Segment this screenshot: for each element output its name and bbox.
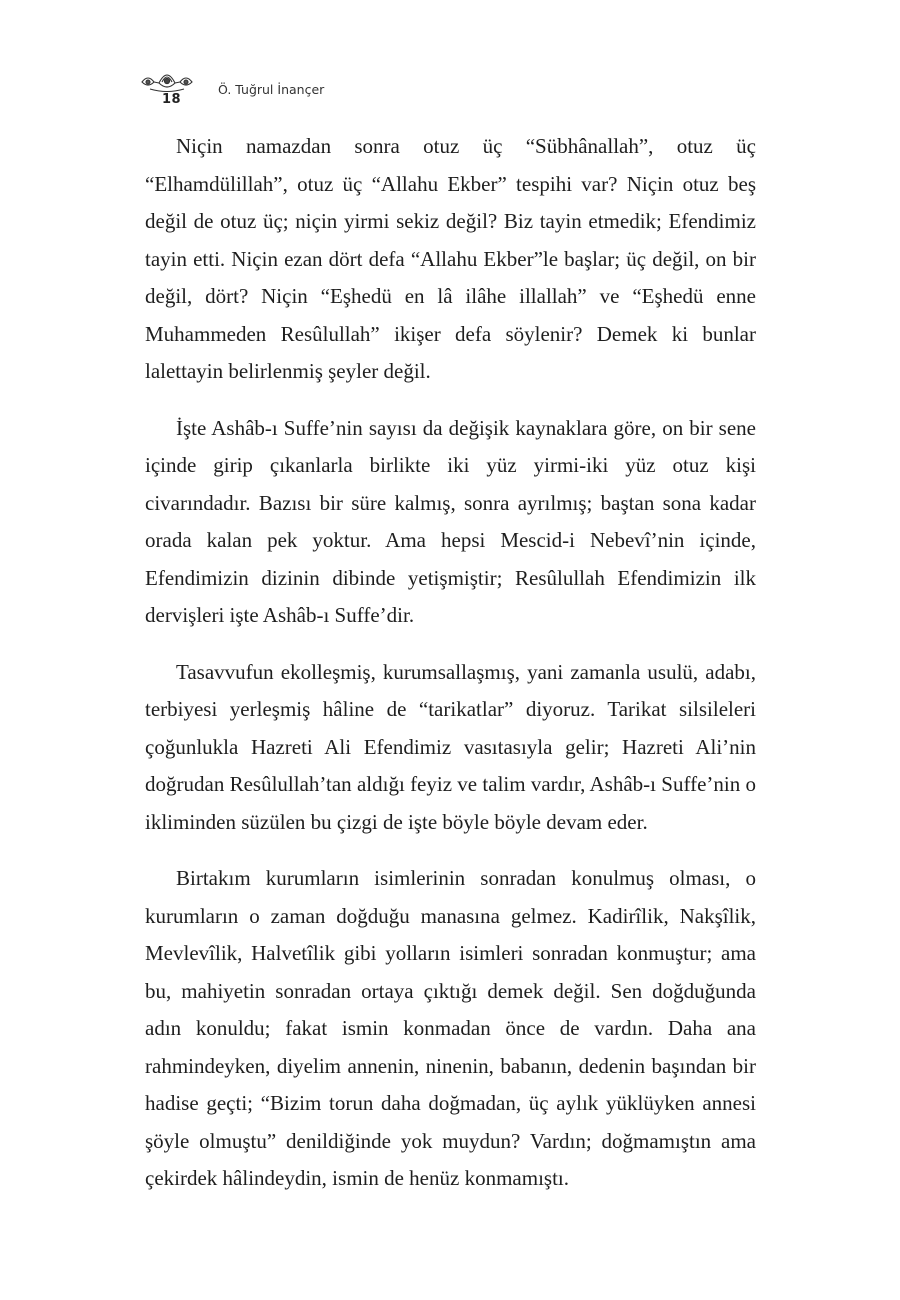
page-number: 18 bbox=[162, 92, 182, 107]
page-header bbox=[140, 68, 540, 112]
paragraph: Niçin namazdan sonra otuz üç “Sübhânallah”, otuz üç “Elhamdülillah”, otuz üç “Allahu Ekber” tespihi var? Niçin otuz beş değil de otuz üç; niçin yirmi sekiz değil? Biz tayin etmedik; Efendimiz tayin etti. Niçin ezan dört defa “Allahu Ekber”le başlar; üç değil, on bir değil, dört? Niçin “Eşhedü en lâ ilâhe illallah” ve “Eşhedü enne Muhammeden Resûlullah” ikişer defa söylenir? Demek ki bunlar lalettayin belirlenmiş şeyler değil. bbox=[145, 134, 756, 383]
paragraph: Birtakım kurumların isimlerinin sonradan konulmuş olması, o kurumların o zaman doğduğu manasına gelmez. Kadirîlik, Nakşîlik, Mevlevîlik, Halvetîlik gibi yolların isimleri sonradan konmuştur; ama bu, mahiyetin sonradan ortaya çıktığı demek değil. Sen doğduğunda adın konuldu; fakat ismin konmadan önce de vardın. Daha ana rahmindeyken, diyelim annenin, ninenin, babanın, dedenin başından bir hadise geçti; “Bizim torun daha doğmadan, üç aylık yüklüyken annesi şöyle olmuştu” denildiğinde yok muydun? Vardın; doğmamıştın ama çekirdek hâlindeydin, ismin de henüz konmamıştı. bbox=[145, 866, 756, 1190]
floral-ornament-icon bbox=[140, 68, 194, 94]
paragraph: İşte Ashâb-ı Suffe’nin sayısı da değişik kaynaklara göre, on bir sene içinde girip çıkanlarla birlikte iki yüz yirmi-iki yüz otuz kişi civarındadır. Bazısı bir süre kalmış, sonra ayrılmış; baştan sona kadar orada kalan pek yoktur. Ama hepsi Mescid-i Nebevî’nin içinde, Efendimizin dizinin dibinde yetişmiştir; Resûlullah Efendimizin ilk dervişleri işte Ashâb-ı Suffe’dir. bbox=[145, 415, 756, 627]
body-text bbox=[145, 128, 756, 1217]
paragraph: Tasavvufun ekolleşmiş, kurumsallaşmış, yani zamanla usulü, adabı, terbiyesi yerleşmiş hâline de “tarikatlar” diyoruz. Tarikat silsileleri çoğunlukla Hazreti Ali Efendimiz vasıtasıyla gelir; Hazreti Ali’nin doğrudan Resûlullah’tan aldığı feyiz ve talim vardır, Ashâb-ı Suffe’nin o ikliminden süzülen bu çizgi de işte böyle böyle devam eder. bbox=[145, 659, 756, 834]
running-head-author: Ö. Tuğrul İnançer bbox=[218, 82, 325, 97]
